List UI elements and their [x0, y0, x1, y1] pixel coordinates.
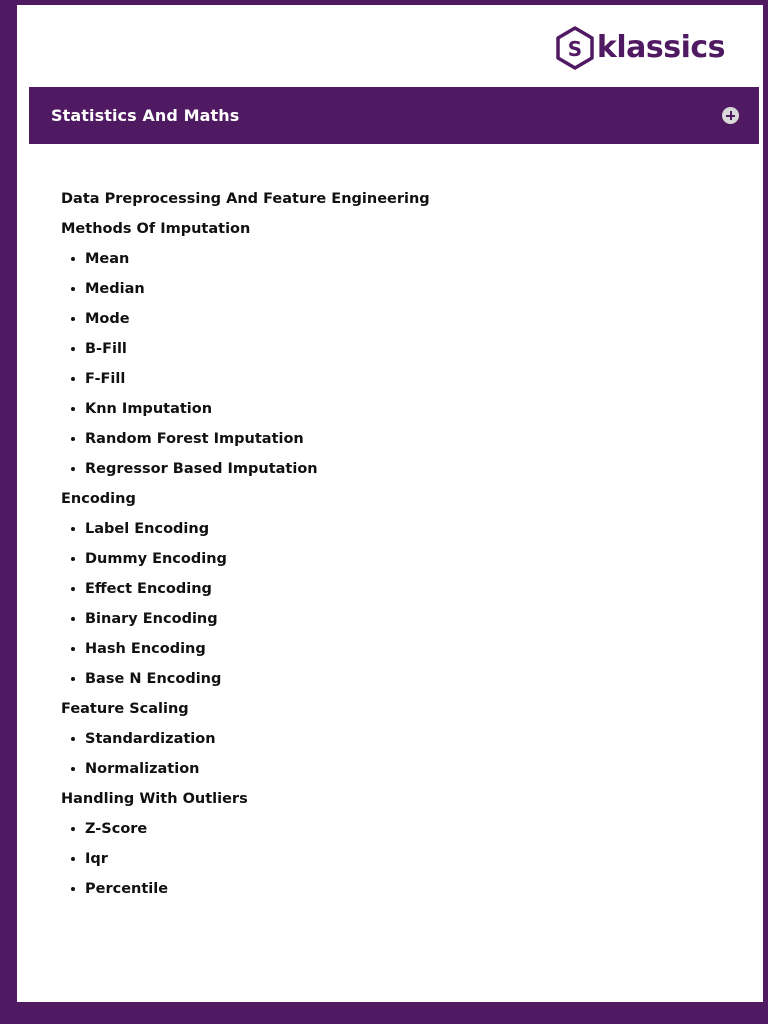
- list-item: Random Forest Imputation: [61, 424, 741, 454]
- topic-title: Feature Scaling: [61, 701, 189, 717]
- topic-group: [61, 784, 741, 904]
- list-item: F-Fill: [61, 364, 741, 394]
- list-item: Dummy Encoding: [61, 544, 741, 574]
- list-item: Binary Encoding: [61, 604, 741, 634]
- list-item: Knn Imputation: [61, 394, 741, 424]
- accordion-header[interactable]: [29, 87, 759, 144]
- list-item: Hash Encoding: [61, 634, 741, 664]
- list-item: Regressor Based Imputation: [61, 454, 741, 484]
- syllabus-heading: Data Preprocessing And Feature Engineering: [61, 191, 430, 207]
- list-item: Label Encoding: [61, 514, 741, 544]
- list-item: B-Fill: [61, 334, 741, 364]
- page-canvas: [17, 5, 763, 1002]
- list-item: Median: [61, 274, 741, 304]
- syllabus-content: [61, 184, 741, 904]
- list-item: Mean: [61, 244, 741, 274]
- logo-letter: S: [567, 37, 583, 61]
- hexagon-logo-icon: [555, 26, 595, 70]
- topic-group: [61, 694, 741, 784]
- list-item: Effect Encoding: [61, 574, 741, 604]
- list-item: Standardization: [61, 724, 741, 754]
- brand-name: klassics: [596, 30, 725, 65]
- list-item: Base N Encoding: [61, 664, 741, 694]
- accordion-title: Statistics And Maths: [51, 106, 240, 125]
- list-item: Iqr: [61, 844, 741, 874]
- list-item: Mode: [61, 304, 741, 334]
- topic-title: Encoding: [61, 491, 136, 507]
- topic-group: [61, 214, 741, 484]
- list-item: Percentile: [61, 874, 741, 904]
- list-item: Z-Score: [61, 814, 741, 844]
- topic-title: Methods Of Imputation: [61, 221, 251, 237]
- topic-group: [61, 484, 741, 694]
- brand-logo[interactable]: [555, 26, 725, 70]
- topic-title: Handling With Outliers: [61, 791, 248, 807]
- list-item: Normalization: [61, 754, 741, 784]
- plus-circle-icon[interactable]: [722, 107, 739, 124]
